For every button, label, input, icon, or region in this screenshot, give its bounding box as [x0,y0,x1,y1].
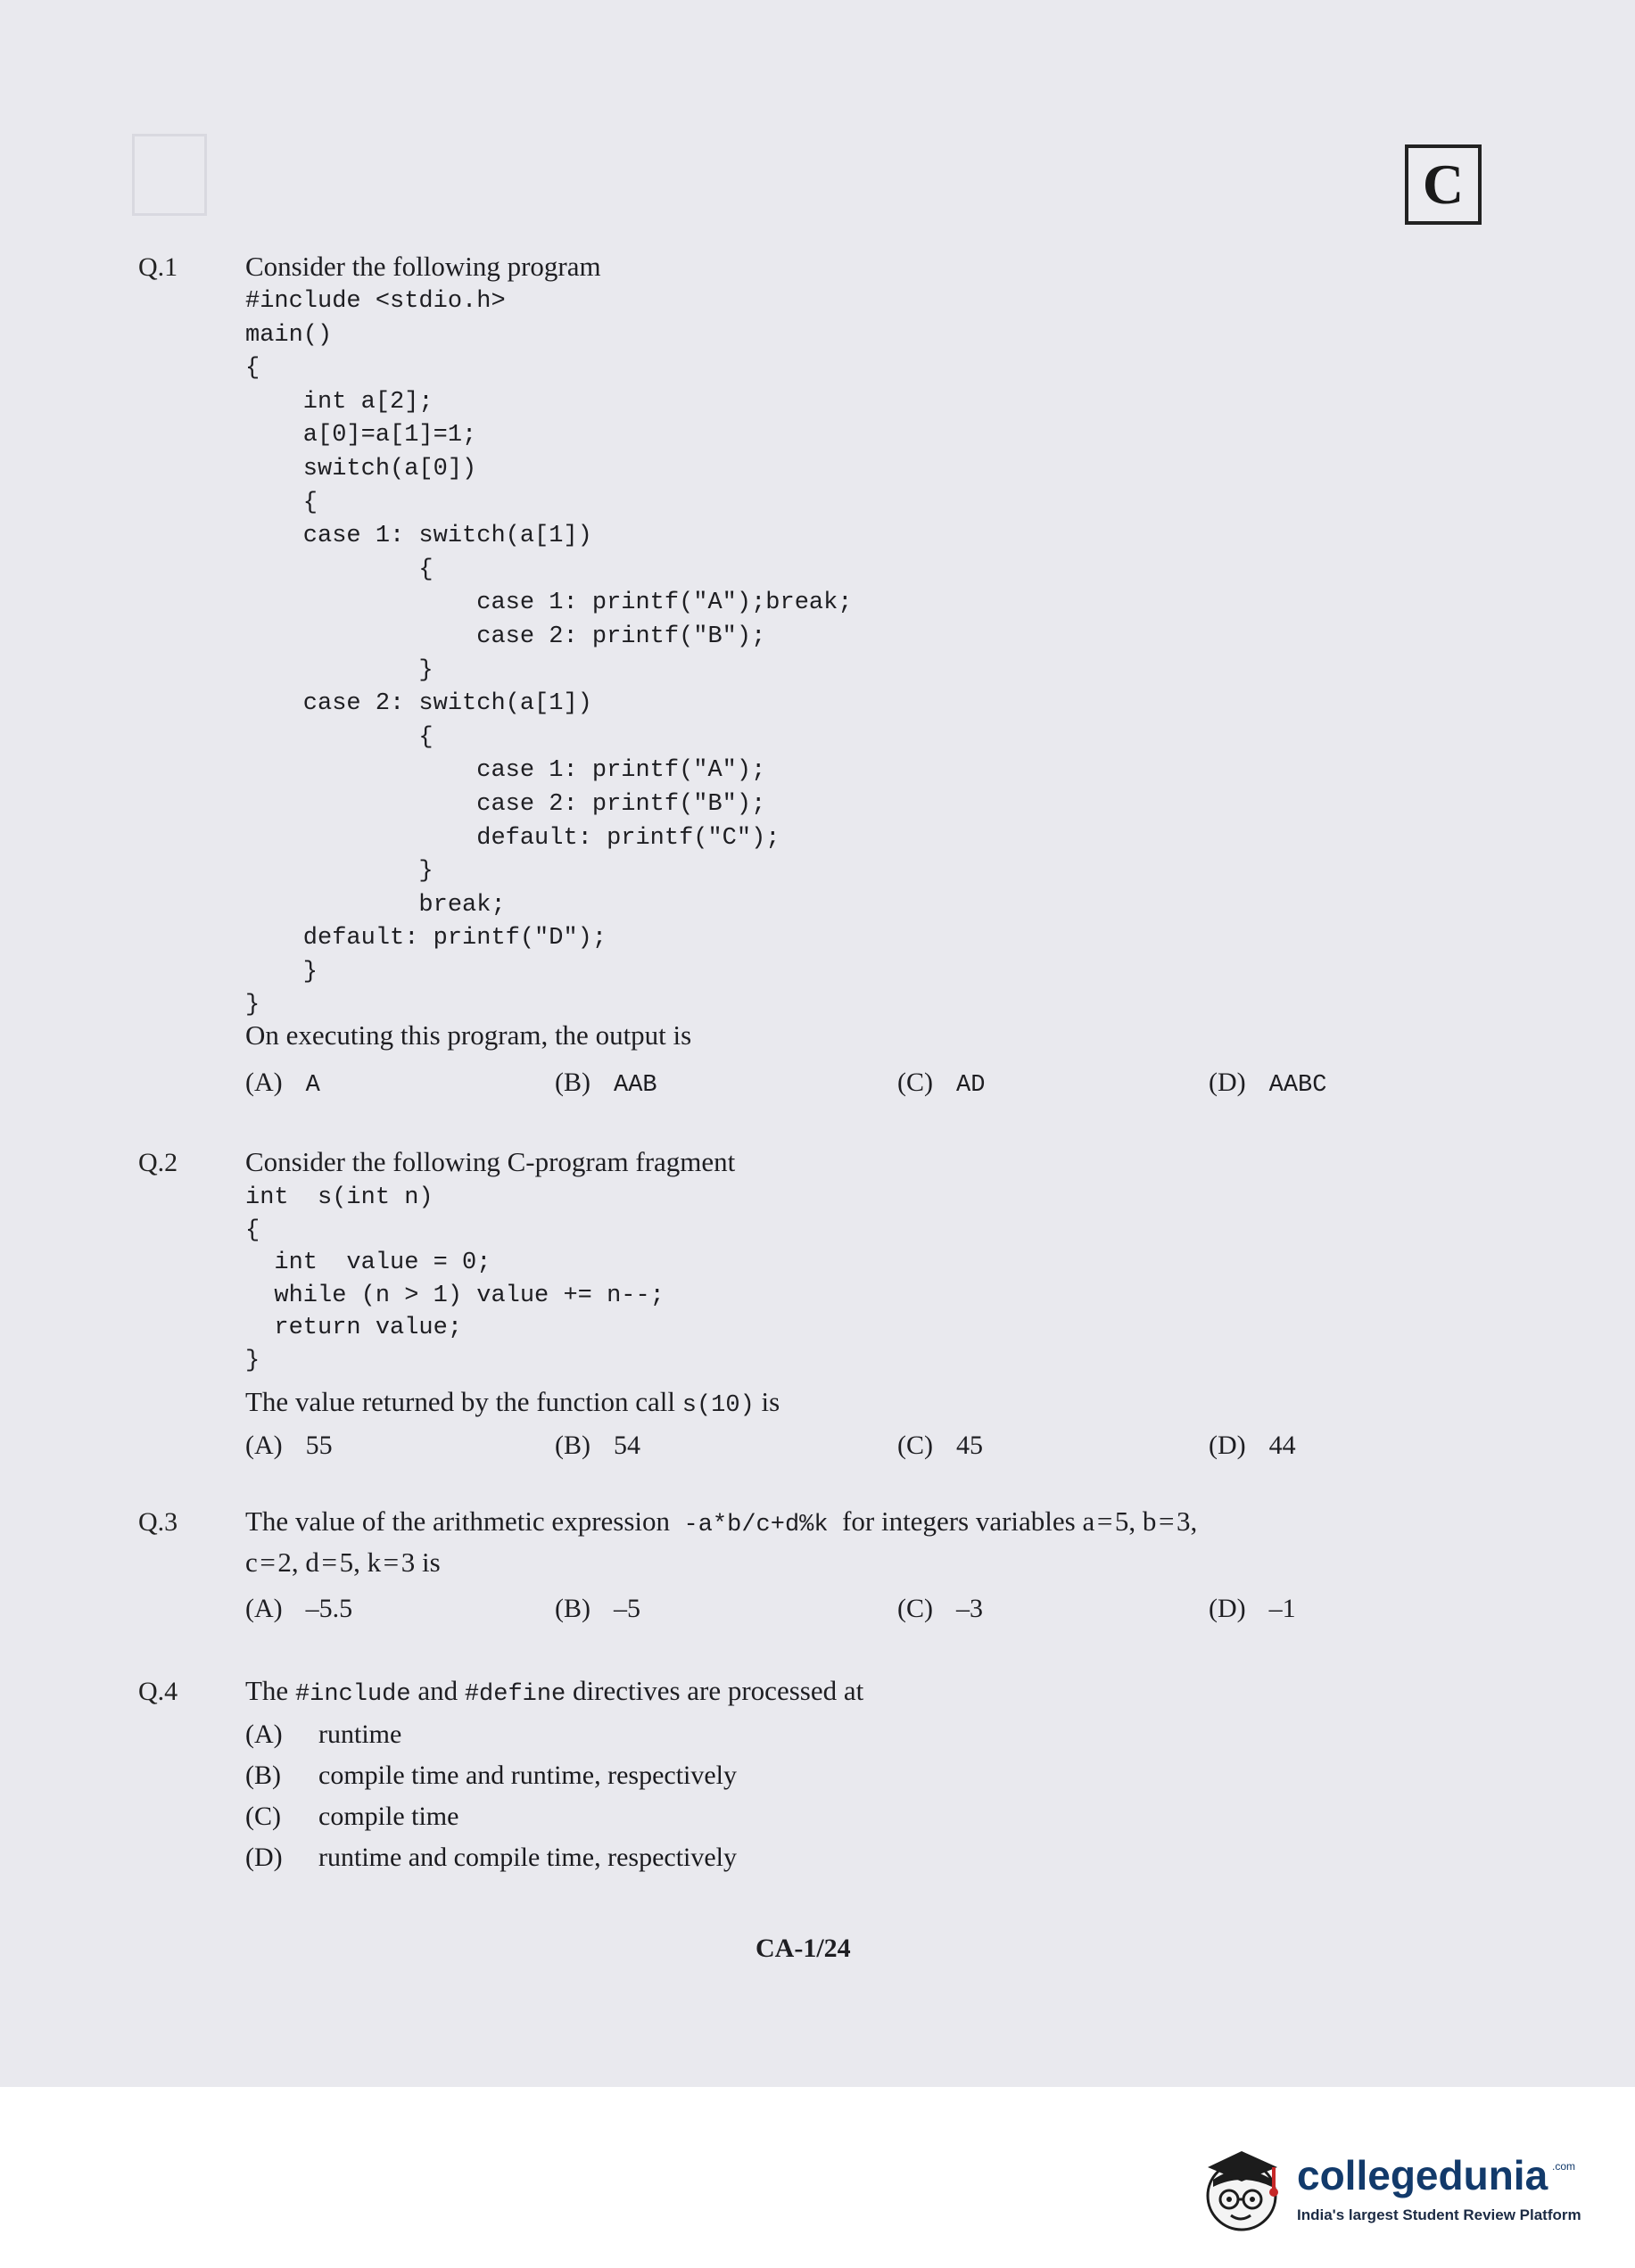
option-label: (A) [245,1594,283,1623]
bleed-through-set-box [132,134,207,216]
option-text: compile time [318,1802,459,1831]
option-label: (D) [1209,1431,1246,1460]
set-letter: C [1422,153,1465,216]
code-block: #include <stdio.h> main() { int a[2]; a[0]=a[1]=1; switch(a[0]) { case 1: switch(a[1]) { case 1: printf("A");break; case 2: printf("B"); } case 2: switch(a[1]) { case 1: printf("A"); case 2: printf("B"); default: printf("C"); } break; default: printf("D"); } } [245,288,853,1019]
logo-tagline: India's largest Student Review Platform [1297,2206,1581,2223]
option-d [245,1843,737,1873]
prompt-text-end: is [761,1386,780,1417]
option-label: (C) [897,1594,933,1623]
option-text: –1 [1268,1594,1296,1623]
question-number: Q.4 [138,1677,178,1706]
option-text: 44 [1268,1431,1296,1460]
stem-text-end: directives are processed at [573,1675,864,1706]
option-label: (C) [897,1431,933,1460]
option-label: (A) [245,1068,283,1097]
option-d [1209,1431,1296,1461]
option-c [897,1068,985,1099]
prompt-code: s(10) [681,1392,755,1419]
collegedunia-logo [1195,2140,1606,2239]
option-label: (B) [555,1068,590,1097]
option-text: –3 [956,1594,983,1623]
question-stem-line2: c = 2, d = 5, k = 3 is [245,1546,441,1578]
option-c [245,1802,458,1832]
option-label: (D) [245,1843,283,1872]
code-block: int s(int n) { int value = 0; while (n > 1) value += n--; return value; } [245,1184,665,1374]
option-text: runtime [318,1720,402,1749]
stem-text: The [245,1675,289,1706]
option-text: AAB [614,1072,657,1099]
logo-domain-suffix: .com [1552,2160,1576,2173]
option-b [555,1068,657,1099]
question-stem: Consider the following C-program fragment [245,1146,736,1177]
option-a [245,1720,401,1750]
page-number: CA-1/24 [756,1934,851,1963]
option-text: 45 [956,1431,983,1460]
option-b [245,1761,737,1791]
option-text: A [305,1072,320,1099]
option-b [555,1431,640,1461]
option-a [245,1431,333,1461]
option-d [1209,1594,1296,1624]
option-label: (B) [555,1431,590,1460]
option-c [897,1594,983,1624]
option-text: runtime and compile time, respectively [318,1843,738,1872]
stem-text-end: for integers variables a = 5, b = 3, [842,1505,1198,1537]
option-b [555,1594,640,1624]
stem-text: The value of the arithmetic expression [245,1505,671,1537]
option-label: (C) [897,1068,933,1097]
option-label: (D) [1209,1594,1246,1623]
option-text: 55 [305,1431,333,1460]
question-set-box [1405,144,1482,225]
stem-text-mid: and [417,1675,458,1706]
expression-code: -a*b/c+d%k [683,1512,829,1538]
option-text: 54 [614,1431,640,1460]
option-text: –5.5 [305,1594,353,1623]
question-stem: Consider the following program [245,251,601,282]
question-stem [245,1675,863,1708]
directive-include: #include [294,1681,411,1708]
option-label: (A) [245,1720,283,1749]
question-stem [245,1505,1197,1538]
option-text: –5 [614,1594,640,1623]
option-a [245,1068,320,1099]
option-label: (B) [555,1594,590,1623]
option-c [897,1431,983,1461]
question-number: Q.3 [138,1507,178,1537]
option-text: AD [956,1072,986,1099]
option-text: AABC [1268,1072,1327,1099]
option-d [1209,1068,1326,1099]
option-a [245,1594,352,1624]
option-label: (B) [245,1761,281,1790]
prompt-text: The value returned by the function call [245,1386,676,1417]
question-prompt: On executing this program, the output is [245,1019,692,1051]
question-prompt [245,1386,780,1419]
directive-define: #define [464,1681,566,1708]
option-text: compile time and runtime, respectively [318,1761,738,1790]
question-number: Q.2 [138,1148,178,1177]
mascot-icon [1195,2140,1293,2239]
question-number: Q.1 [138,252,178,282]
option-label: (C) [245,1802,281,1831]
logo-wordmark: collegedunia [1297,2152,1548,2198]
option-label: (A) [245,1431,283,1460]
option-label: (D) [1209,1068,1246,1097]
